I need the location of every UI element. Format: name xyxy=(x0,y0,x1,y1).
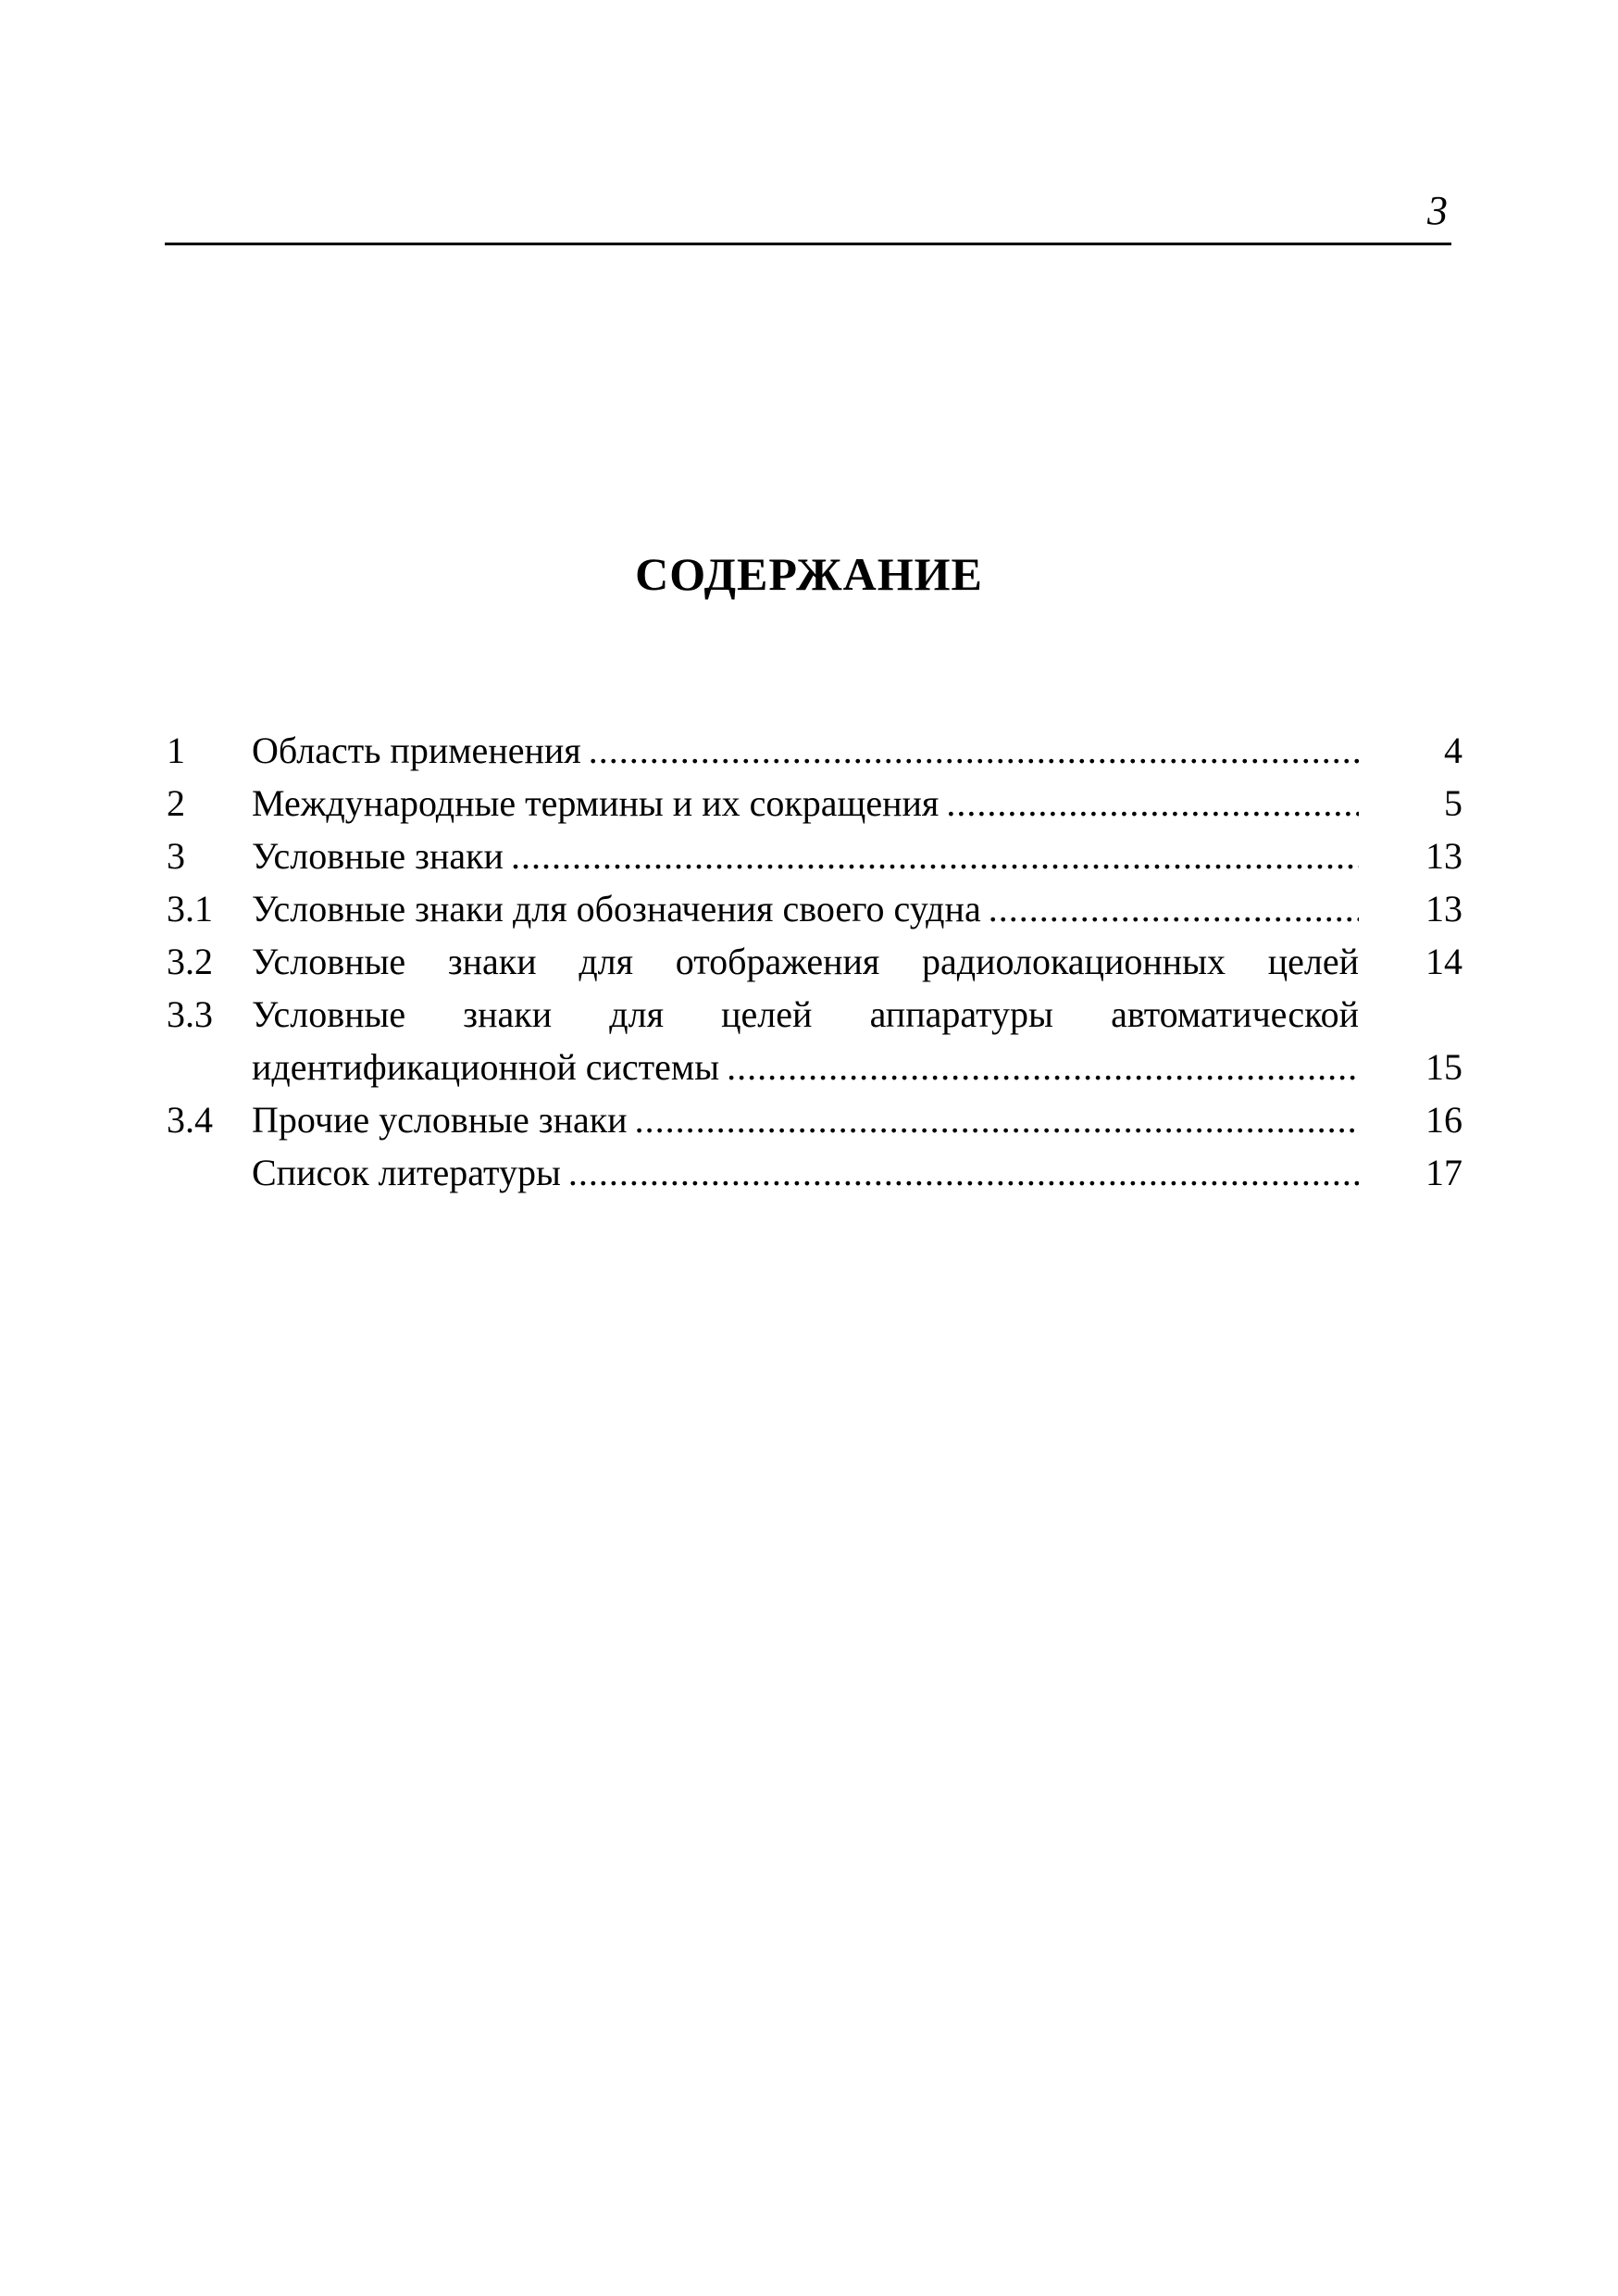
header-rule xyxy=(165,243,1451,245)
dot-leader xyxy=(946,777,1359,830)
toc-entry-3-4[interactable] xyxy=(167,1093,1462,1146)
toc-entry-2[interactable] xyxy=(167,777,1462,830)
toc-entry-title: Прочие условные знаки xyxy=(252,1099,628,1141)
toc-entry-title: Список литературы xyxy=(252,1152,561,1193)
toc-title: СОДЕРЖАНИЕ xyxy=(635,548,983,600)
toc-entry-number: 3.4 xyxy=(167,1099,213,1141)
toc-entry-number: 3 xyxy=(167,835,185,877)
toc-entry-page: 4 xyxy=(1444,730,1462,771)
toc-entry-page: 17 xyxy=(1425,1152,1462,1193)
toc-entry-bibliography[interactable] xyxy=(167,1146,1462,1199)
toc-entry-title: Условные знаки для обозначения своего судна xyxy=(252,888,981,930)
toc-entry-1[interactable] xyxy=(167,724,1462,777)
toc-entry-3-3[interactable] xyxy=(167,988,1462,1041)
toc-entry-title-line-1: Условные знаки для целей аппаратуры автоматической xyxy=(252,993,1359,1035)
toc-entry-3-2[interactable] xyxy=(167,935,1462,988)
toc-entry-page: 13 xyxy=(1425,835,1462,877)
toc-entry-3-3-continuation[interactable] xyxy=(167,1041,1462,1093)
dot-leader xyxy=(589,724,1359,777)
toc-entry-number: 3.1 xyxy=(167,888,213,930)
toc-entry-number: 1 xyxy=(167,730,185,771)
dot-leader xyxy=(568,1146,1359,1199)
toc-entry-number: 2 xyxy=(167,782,185,824)
toc-entry-3[interactable] xyxy=(167,830,1462,882)
toc-entry-page: 16 xyxy=(1425,1099,1462,1141)
toc-entry-title: Условные знаки для отображения радиолокационных целей xyxy=(252,941,1359,982)
dot-leader xyxy=(635,1093,1359,1146)
toc-entry-number: 3.3 xyxy=(167,993,213,1035)
dot-leader xyxy=(727,1041,1359,1093)
toc-entry-page: 14 xyxy=(1425,941,1462,982)
toc-entry-title: Международные термины и их сокращения xyxy=(252,782,940,824)
toc-entry-number: 3.2 xyxy=(167,941,213,982)
table-of-contents xyxy=(167,724,1462,1199)
dot-leader xyxy=(511,830,1359,882)
toc-entry-page: 5 xyxy=(1444,782,1462,824)
toc-entry-page: 13 xyxy=(1425,888,1462,930)
dot-leader xyxy=(989,882,1359,935)
toc-entry-title: Условные знаки xyxy=(252,835,504,877)
toc-entry-page: 15 xyxy=(1425,1046,1462,1088)
toc-entry-title: Область применения xyxy=(252,730,581,771)
toc-entry-title-line-2: идентификационной системы xyxy=(252,1046,720,1088)
toc-entry-3-1[interactable] xyxy=(167,882,1462,935)
page-number: 3 xyxy=(1427,188,1448,233)
